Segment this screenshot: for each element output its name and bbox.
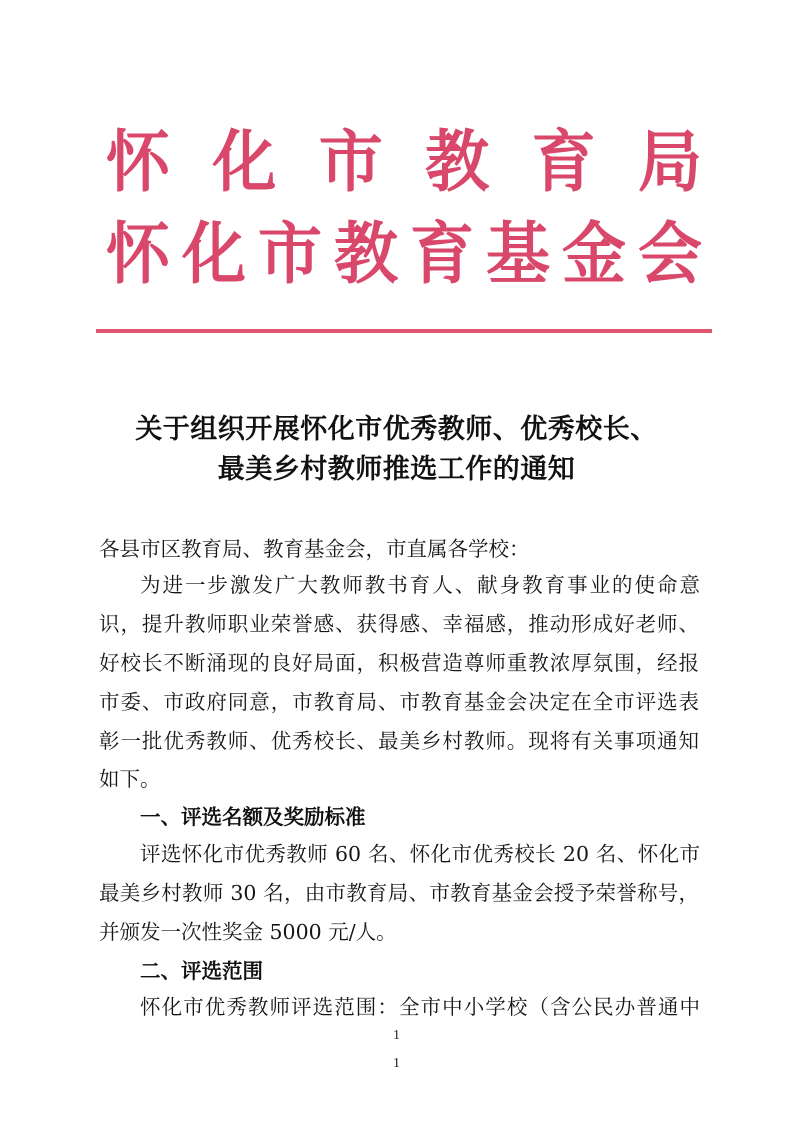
header-char: 育 (410, 215, 474, 294)
section1-line: 并颁发一次性奖金 5000 元/人。 (99, 920, 397, 944)
issuer-name-education-foundation (106, 217, 702, 293)
document-title-line-1: 关于组织开展怀化市优秀教师、优秀校长、 (135, 414, 658, 445)
intro-line: 彰一批优秀教师、优秀校长、最美乡村教师。现将有关事项通知 (99, 729, 699, 753)
header-char: 基 (486, 215, 550, 294)
header-char: 教 (334, 215, 398, 294)
section-heading-scope: 二、评选范围 (140, 959, 263, 983)
intro-line: 识，提升教师职业荣誉感、获得感、幸福感，推动形成好老师、 (99, 612, 699, 636)
header-char: 局 (637, 123, 702, 202)
header-char: 教 (425, 123, 490, 202)
header-char: 市 (318, 123, 383, 202)
intro-line: 市委、市政府同意，市教育局、市教育基金会决定在全市评选表 (99, 690, 699, 714)
header-char: 市 (258, 215, 322, 294)
header-char: 金 (562, 215, 626, 294)
document-title-line-2: 最美乡村教师推选工作的通知 (217, 454, 576, 485)
intro-line: 为进一步激发广大教师教书育人、献身教育事业的使命意 (140, 573, 700, 597)
header-char: 育 (531, 123, 596, 202)
intro-line: 好校长不断涌现的良好局面，积极营造尊师重教浓厚氛围，经报 (99, 651, 699, 675)
header-char: 化 (212, 123, 277, 202)
header-char: 怀 (106, 215, 170, 294)
header-char: 化 (182, 215, 246, 294)
section2-line: 怀化市优秀教师评选范围：全市中小学校（含公民办普通中 (140, 995, 700, 1019)
intro-line: 如下。 (99, 767, 161, 791)
header-char: 怀 (106, 123, 170, 202)
section1-line: 最美乡村教师 30 名，由市教育局、市教育基金会授予荣誉称号， (99, 881, 699, 905)
section-heading-quota: 一、评选名额及奖励标准 (140, 805, 366, 829)
header-char: 会 (638, 215, 702, 294)
issuer-name-education-bureau (106, 125, 702, 201)
page-number: 1 (393, 1028, 400, 1043)
header-divider (96, 329, 712, 333)
section1-line: 评选怀化市优秀教师 60 名、怀化市优秀校长 20 名、怀化市 (140, 842, 700, 866)
page-number-stamp: 1 (393, 1056, 400, 1071)
salutation: 各县市区教育局、教育基金会，市直属各学校： (99, 537, 530, 561)
